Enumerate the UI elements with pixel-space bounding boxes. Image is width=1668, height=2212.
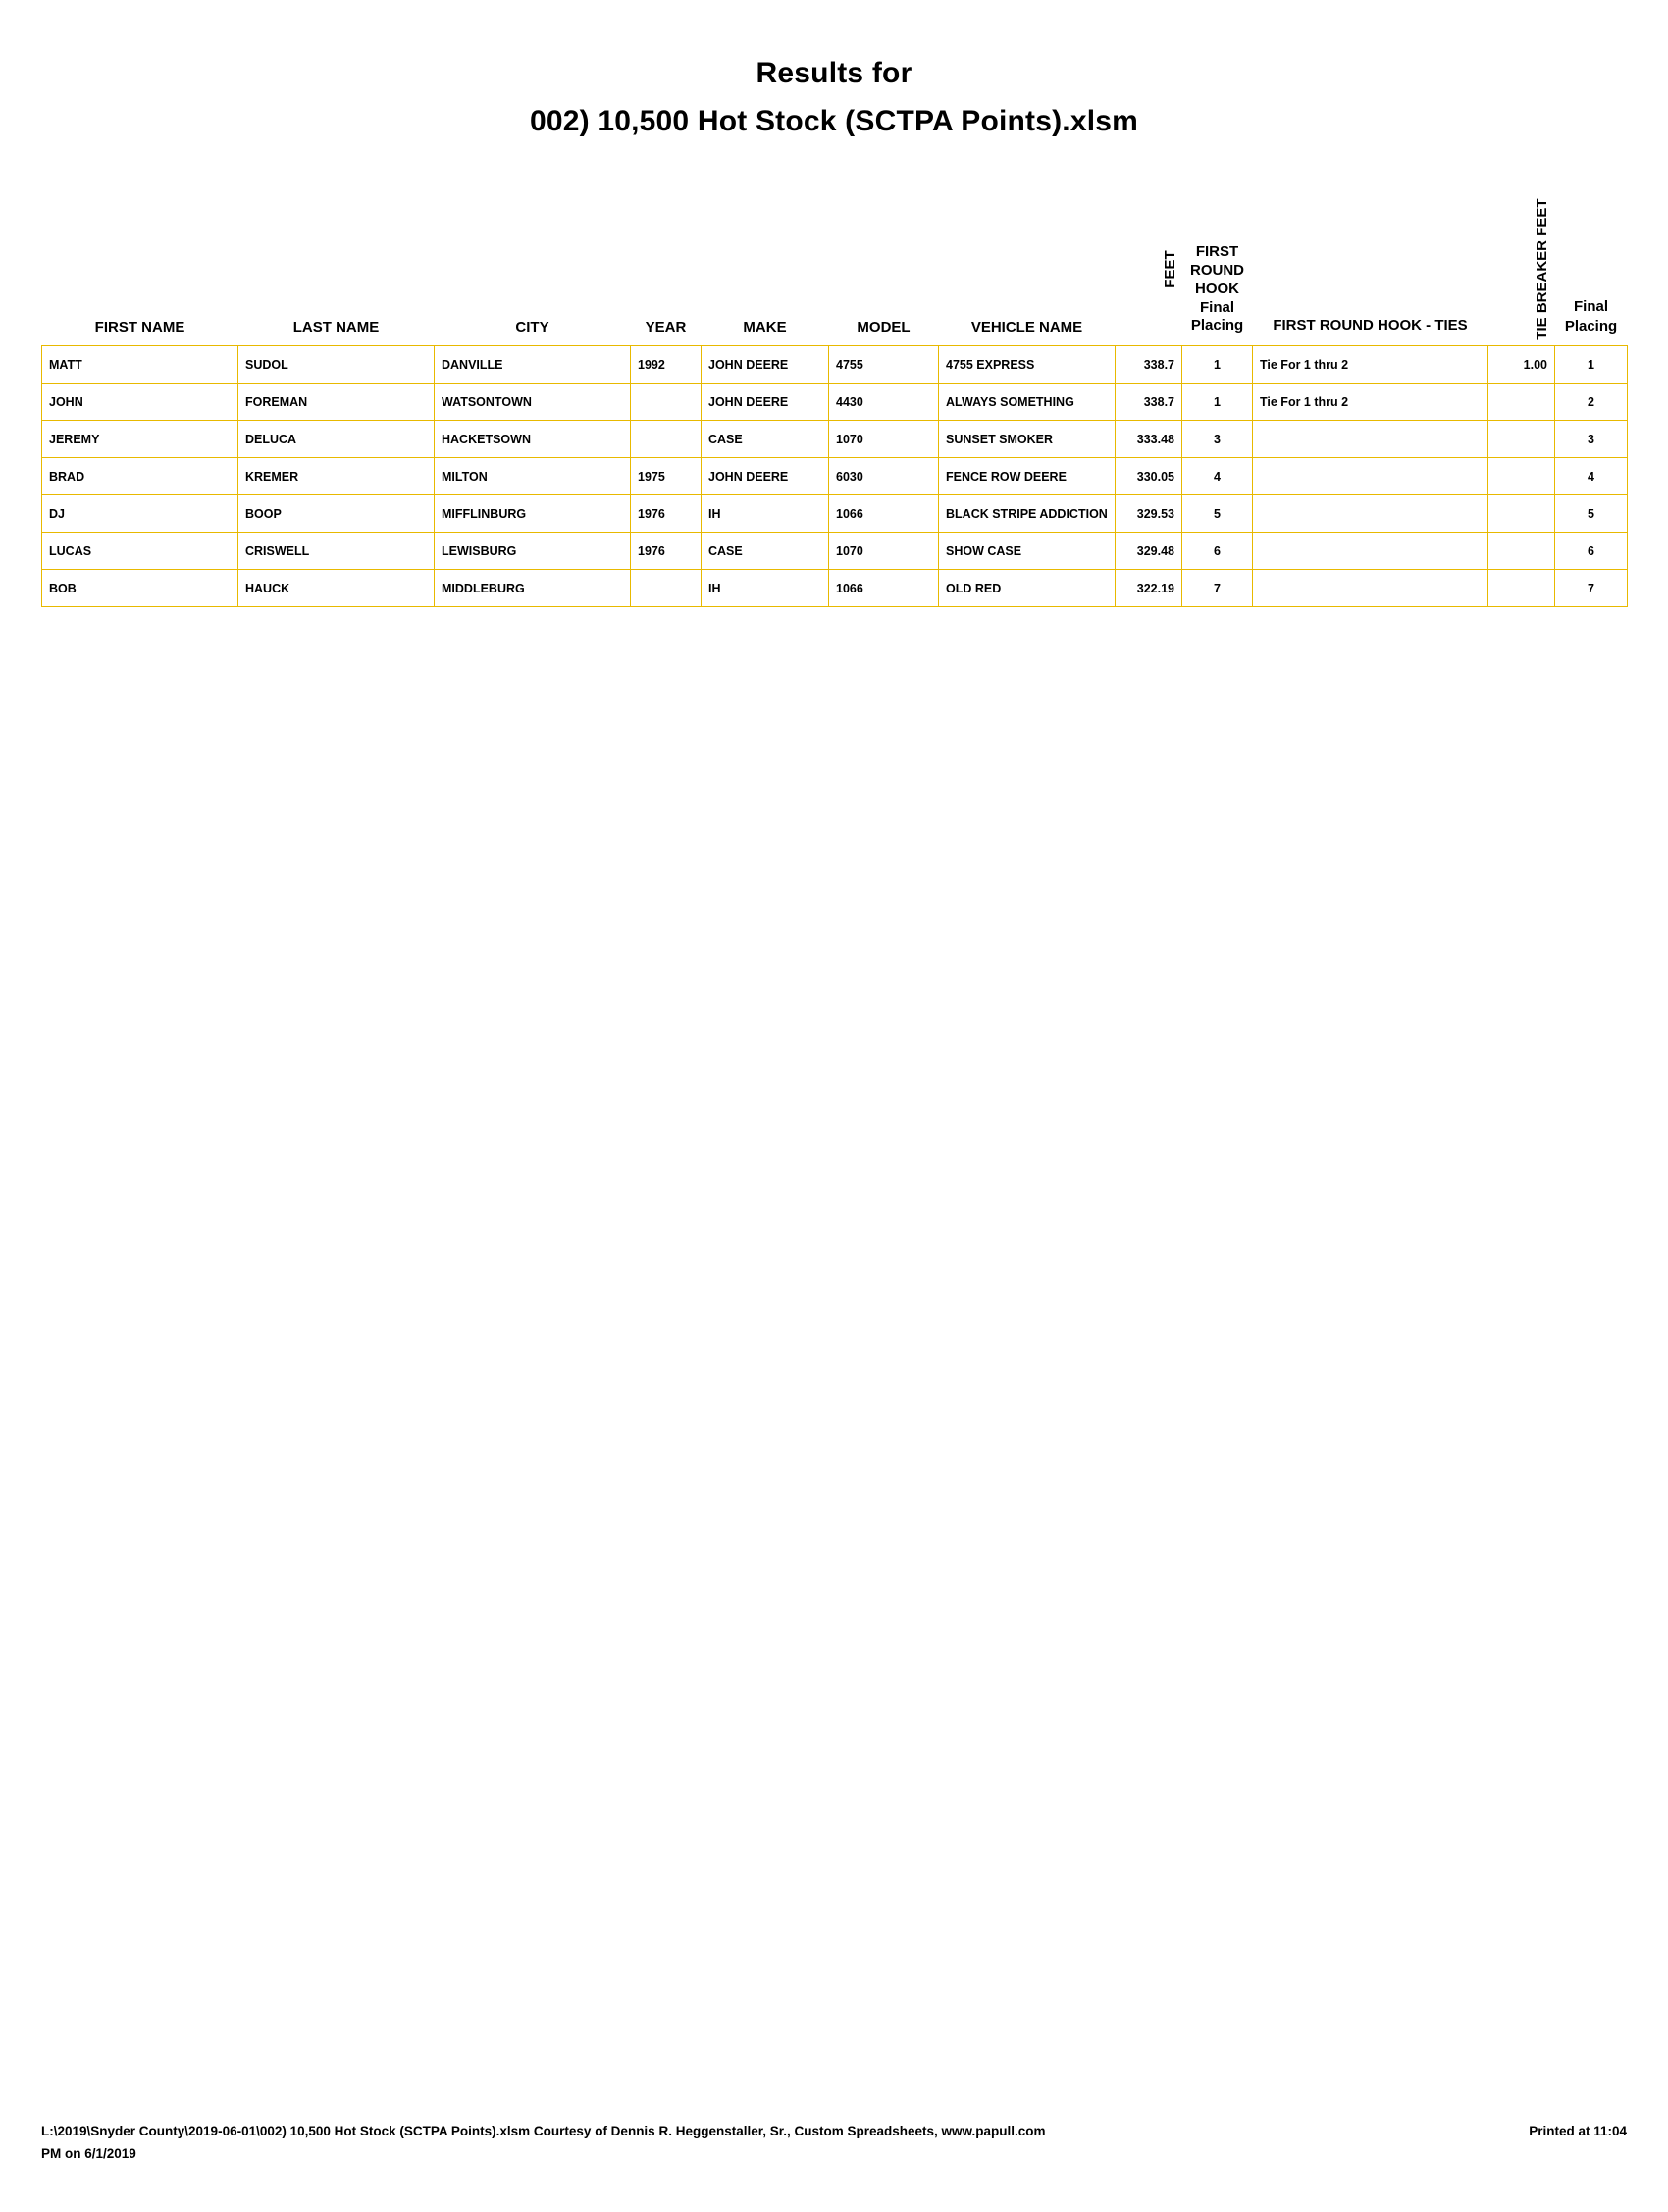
- column-header-first-name: FIRST NAME: [94, 319, 185, 336]
- cell-tie-breaker-feet: [1488, 384, 1555, 421]
- cell-vehicle-name: SUNSET SMOKER: [939, 421, 1116, 458]
- cell-last-name: FOREMAN: [238, 384, 435, 421]
- final-placing-line-1: Final: [1573, 298, 1608, 316]
- column-header-year: YEAR: [645, 319, 687, 336]
- cell-model: 1066: [829, 570, 939, 607]
- column-header-tie-breaker-feet: TIE BREAKER FEET: [1533, 198, 1550, 340]
- cell-first-round-hook-final-placing: 7: [1182, 570, 1253, 607]
- final-placing-line-2: Placing: [1564, 317, 1618, 334]
- cell-make: IH: [702, 570, 829, 607]
- cell-city: MILTON: [435, 458, 631, 495]
- cell-feet: 329.53: [1116, 495, 1182, 533]
- cell-vehicle-name: OLD RED: [939, 570, 1116, 607]
- cell-last-name: DELUCA: [238, 421, 435, 458]
- cell-first-name: JOHN: [42, 384, 238, 421]
- table-row: [42, 495, 1628, 533]
- results-table: [41, 188, 1628, 607]
- cell-ties: [1253, 570, 1488, 607]
- cell-model: 1070: [829, 533, 939, 570]
- cell-tie-breaker-feet: [1488, 570, 1555, 607]
- cell-final-placing: 5: [1555, 495, 1628, 533]
- cell-city: DANVILLE: [435, 346, 631, 384]
- column-header-make: MAKE: [743, 319, 787, 336]
- cell-year: 1976: [631, 495, 702, 533]
- cell-city: HACKETSOWN: [435, 421, 631, 458]
- cell-feet: 329.48: [1116, 533, 1182, 570]
- column-header-first-round-hook-ties: FIRST ROUND HOOK - TIES: [1273, 316, 1468, 334]
- cell-ties: [1253, 458, 1488, 495]
- footer-printed-at: Printed at 11:04: [1529, 2124, 1627, 2139]
- first-round-hook-line-2: HOOK: [1195, 280, 1239, 297]
- cell-make: IH: [702, 495, 829, 533]
- cell-last-name: SUDOL: [238, 346, 435, 384]
- cell-make: CASE: [702, 421, 829, 458]
- footer-path-credit: L:\2019\Snyder County\2019-06-01\002) 10,500 Hot Stock (SCTPA Points).xlsm Courtesy of Dennis R. Heggenstaller, Sr., Custom Spreadsheets, www.papull.com: [41, 2124, 1046, 2139]
- cell-ties: [1253, 533, 1488, 570]
- cell-first-round-hook-final-placing: 5: [1182, 495, 1253, 533]
- column-header-model: MODEL: [857, 319, 911, 336]
- table-body: [42, 346, 1628, 607]
- cell-final-placing: 6: [1555, 533, 1628, 570]
- cell-last-name: BOOP: [238, 495, 435, 533]
- cell-year: 1992: [631, 346, 702, 384]
- footer-printed-date: PM on 6/1/2019: [41, 2146, 136, 2162]
- cell-first-round-hook-final-placing: 1: [1182, 384, 1253, 421]
- table-row: [42, 533, 1628, 570]
- document-title: [0, 54, 1668, 141]
- cell-feet: 338.7: [1116, 346, 1182, 384]
- cell-make: JOHN DEERE: [702, 384, 829, 421]
- column-header-feet: FEET: [1161, 250, 1178, 288]
- cell-ties: Tie For 1 thru 2: [1253, 384, 1488, 421]
- cell-model: 4755: [829, 346, 939, 384]
- cell-first-name: BOB: [42, 570, 238, 607]
- first-round-hook-line-3: Final Placing: [1190, 298, 1244, 334]
- cell-make: JOHN DEERE: [702, 458, 829, 495]
- cell-model: 1070: [829, 421, 939, 458]
- table-row: [42, 346, 1628, 384]
- first-round-hook-line-1: FIRST ROUND: [1190, 243, 1244, 280]
- table-row: [42, 384, 1628, 421]
- column-header-last-name: LAST NAME: [292, 319, 380, 336]
- cell-first-round-hook-final-placing: 6: [1182, 533, 1253, 570]
- column-header-vehicle-name: VEHICLE NAME: [970, 319, 1083, 336]
- cell-make: JOHN DEERE: [702, 346, 829, 384]
- page-footer: [41, 2122, 1627, 2165]
- cell-model: 1066: [829, 495, 939, 533]
- cell-tie-breaker-feet: [1488, 533, 1555, 570]
- table-header-row: [42, 188, 1628, 346]
- cell-first-round-hook-final-placing: 3: [1182, 421, 1253, 458]
- cell-year: 1975: [631, 458, 702, 495]
- cell-year: [631, 384, 702, 421]
- title-line-1: Results for: [756, 57, 912, 89]
- cell-ties: [1253, 421, 1488, 458]
- table-row: [42, 570, 1628, 607]
- cell-feet: 338.7: [1116, 384, 1182, 421]
- cell-city: WATSONTOWN: [435, 384, 631, 421]
- cell-feet: 333.48: [1116, 421, 1182, 458]
- cell-tie-breaker-feet: [1488, 495, 1555, 533]
- cell-final-placing: 7: [1555, 570, 1628, 607]
- cell-year: 1976: [631, 533, 702, 570]
- cell-tie-breaker-feet: [1488, 421, 1555, 458]
- cell-ties: [1253, 495, 1488, 533]
- cell-first-round-hook-final-placing: 4: [1182, 458, 1253, 495]
- cell-first-name: MATT: [42, 346, 238, 384]
- cell-feet: 330.05: [1116, 458, 1182, 495]
- column-header-final-placing: [1555, 188, 1628, 346]
- cell-last-name: CRISWELL: [238, 533, 435, 570]
- page: [0, 54, 1668, 2212]
- cell-final-placing: 2: [1555, 384, 1628, 421]
- cell-first-name: DJ: [42, 495, 238, 533]
- cell-vehicle-name: ALWAYS SOMETHING: [939, 384, 1116, 421]
- cell-vehicle-name: BLACK STRIPE ADDICTION: [939, 495, 1116, 533]
- footer-row: [41, 2122, 1627, 2142]
- cell-last-name: HAUCK: [238, 570, 435, 607]
- table-row: [42, 458, 1628, 495]
- column-header-city: CITY: [515, 319, 549, 336]
- cell-last-name: KREMER: [238, 458, 435, 495]
- results-table-wrapper: [41, 188, 1627, 607]
- cell-final-placing: 3: [1555, 421, 1628, 458]
- cell-first-round-hook-final-placing: 1: [1182, 346, 1253, 384]
- cell-final-placing: 1: [1555, 346, 1628, 384]
- table-row: [42, 421, 1628, 458]
- cell-model: 6030: [829, 458, 939, 495]
- cell-first-name: BRAD: [42, 458, 238, 495]
- title-line-2: 002) 10,500 Hot Stock (SCTPA Points).xlsm: [529, 104, 1139, 137]
- cell-year: [631, 570, 702, 607]
- cell-feet: 322.19: [1116, 570, 1182, 607]
- cell-vehicle-name: FENCE ROW DEERE: [939, 458, 1116, 495]
- column-header-first-round-hook-final-placing: [1182, 188, 1253, 346]
- cell-year: [631, 421, 702, 458]
- cell-first-name: JEREMY: [42, 421, 238, 458]
- cell-tie-breaker-feet: 1.00: [1488, 346, 1555, 384]
- cell-model: 4430: [829, 384, 939, 421]
- cell-vehicle-name: SHOW CASE: [939, 533, 1116, 570]
- cell-city: LEWISBURG: [435, 533, 631, 570]
- table-header: [42, 188, 1628, 346]
- cell-city: MIDDLEBURG: [435, 570, 631, 607]
- cell-make: CASE: [702, 533, 829, 570]
- cell-vehicle-name: 4755 EXPRESS: [939, 346, 1116, 384]
- cell-final-placing: 4: [1555, 458, 1628, 495]
- cell-tie-breaker-feet: [1488, 458, 1555, 495]
- cell-ties: Tie For 1 thru 2: [1253, 346, 1488, 384]
- cell-first-name: LUCAS: [42, 533, 238, 570]
- cell-city: MIFFLINBURG: [435, 495, 631, 533]
